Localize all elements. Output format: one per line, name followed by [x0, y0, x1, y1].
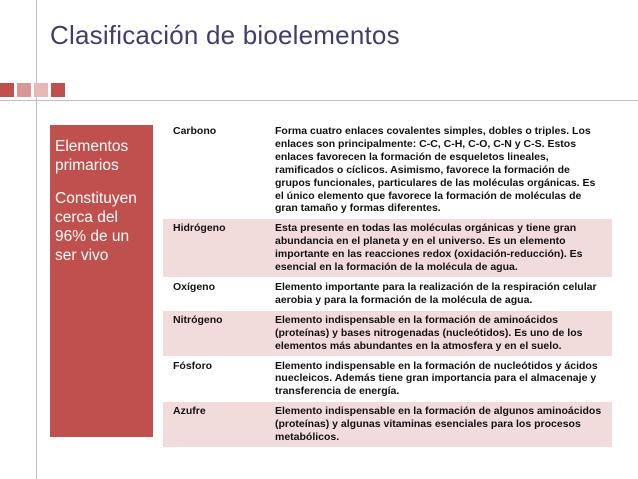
bioelements-table	[163, 122, 612, 448]
element-description: Elemento indispensable en la formación de nucleótidos y ácidos nuecleicos. Además tiene gran importancia para el almacenaje y transferencia de energía.	[265, 356, 612, 402]
element-description: Forma cuatro enlaces covalentes simples, dobles o triples. Los enlaces son principalmente: C-C, C-H, C-O, C-N y C-S. Estos enlaces favorecen la formación de esqueletos lineales, ramificados o cíclicos. Asimismo, favorece la formación de grupos funcionales, particulares de las moléculas orgánicas. Es el único elemento que favorece la formación de moléculas de gran tamaño y formas diferentes.	[265, 122, 612, 219]
table-row	[163, 310, 612, 356]
table-row	[163, 356, 612, 402]
decor-square	[34, 83, 48, 97]
element-description: Esta presente en todas las moléculas orgánicas y tiene gran abundancia en el planeta y en el universo. Es un elemento importante en las reacciones redox (oxidación-reducción). Es esencial en la formación de la molécula de agua.	[265, 219, 612, 278]
decor-square	[51, 83, 65, 97]
decor-horizontal-line	[0, 100, 638, 101]
decor-vertical-line	[36, 0, 37, 479]
sidebar-text: Constituyen cerca del 96% de un ser vivo	[55, 190, 137, 264]
decor-square	[17, 83, 31, 97]
table-row	[163, 219, 612, 278]
element-name: Oxígeno	[163, 277, 265, 310]
element-description: Elemento importante para la realización de la respiración celular aerobia y para la formación de la molécula de agua.	[265, 277, 612, 310]
slide-title: Clasificación de bioelementos	[50, 20, 400, 50]
decor-squares	[0, 83, 65, 97]
element-description: Elemento indispensable en la formación de aminoácidos (proteínas) y bases nitrogenadas (nucleótidos). Es uno de los elementos más abundantes en la atmosfera y en el suelo.	[265, 310, 612, 356]
table-row	[163, 402, 612, 448]
element-name: Carbono	[163, 122, 265, 219]
element-name: Nitrógeno	[163, 310, 265, 356]
decor-square	[0, 83, 14, 97]
primary-elements-box	[50, 125, 153, 437]
sidebar-heading: Elementos primarios	[55, 138, 129, 174]
table-row	[163, 277, 612, 310]
element-description: Elemento indispensable en la formación de algunos aminoácidos (proteínas) y algunas vitaminas esenciales para los procesos metabólicos.	[265, 402, 612, 448]
table-row	[163, 122, 612, 219]
element-name: Azufre	[163, 402, 265, 448]
element-name: Hidrógeno	[163, 219, 265, 278]
element-name: Fósforo	[163, 356, 265, 402]
